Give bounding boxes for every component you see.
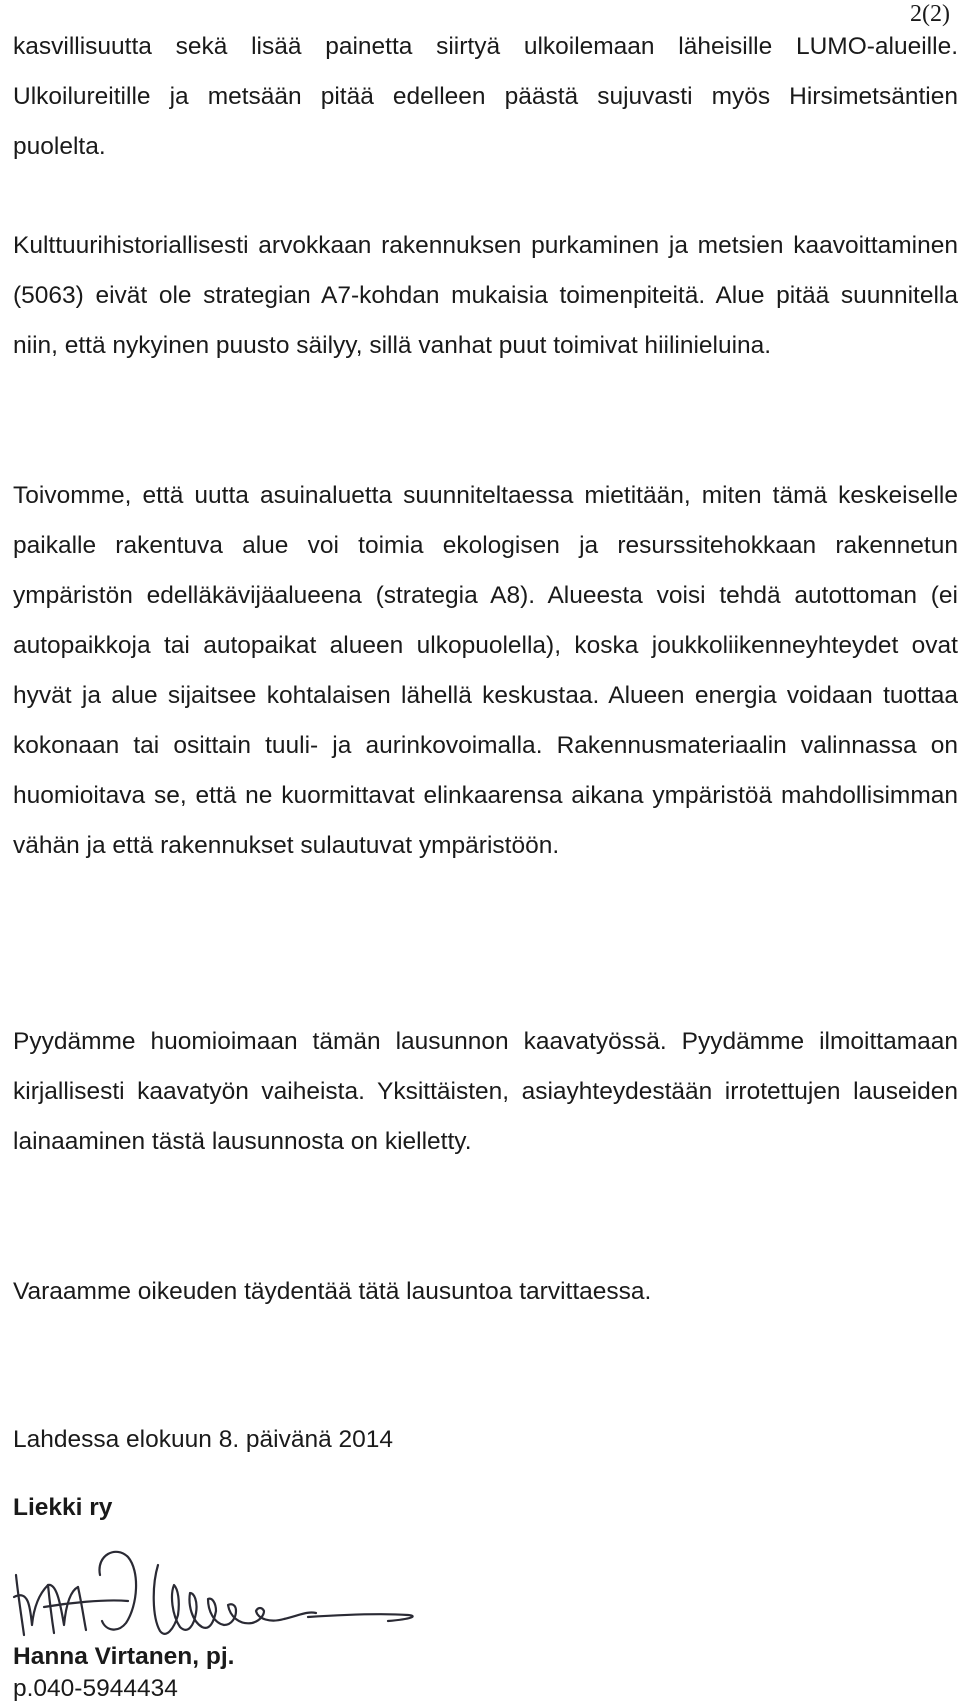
organization-name: Liekki ry xyxy=(13,1494,113,1521)
paragraph-cultural-heritage: Kulttuurihistoriallisesti arvokkaan rakennuksen purkaminen ja metsien kaavoittaminen (5063) eivät ole strategian A7-kohdan mukaisia toimenpiteitä. Alue pitää suunnitella niin, että nykyinen puusto säilyy, sillä vanhat puut toimivat hiilinieluina. xyxy=(13,232,958,359)
paragraph-outdoor-access: kasvillisuutta sekä lisää painetta siirtyä ulkoilemaan läheisille LUMO-alueille. Ulkoilureitille ja metsään pitää edelleen päästä sujuvasti myös Hirsimetsäntien puolelta. xyxy=(13,33,958,160)
paragraph-reservation: Varaamme oikeuden täydentää tätä lausuntoa tarvittaessa. xyxy=(13,1278,652,1305)
handwritten-signature xyxy=(8,1535,448,1645)
signer-name: Hanna Virtanen, pj. xyxy=(13,1643,235,1670)
phone-number: p.040-5944434 xyxy=(13,1675,178,1702)
place-and-date: Lahdessa elokuun 8. päivänä 2014 xyxy=(13,1426,394,1453)
paragraph-request: Pyydämme huomioimaan tämän lausunnon kaavatyössä. Pyydämme ilmoittamaan kirjallisesti kaavatyön vaiheista. Yksittäisten, asiayhteydestään irrotettujen lauseiden lainaaminen tästä lausunnosta on kielletty. xyxy=(13,1028,958,1155)
paragraph-ecological-area: Toivomme, että uutta asuinaluetta suunniteltaessa mietitään, miten tämä keskeiselle paikalle rakentuva alue voi toimia ekologisen ja resurssitehokkaan rakennetun ympäristön edelläkävijäalueena (strategia A8). Alueesta voisi tehdä autottoman (ei autopaikkoja tai autopaikat alueen ulkopuolella), koska joukkoliikenneyhteydet ovat hyvät ja alue sijaitsee kohtalaisen lähellä keskustaa. Alueen energia voidaan tuottaa kokonaan tai osittain tuuli- ja aurinkovoimalla. Rakennusmateriaalin valinnassa on huomioitava se, että ne kuormittavat elinkaarensa aikana ympäristöä mahdollisimman vähän ja että rakennukset sulautuvat ympäristöön. xyxy=(13,482,958,859)
page-number: 2(2) xyxy=(910,1,950,27)
